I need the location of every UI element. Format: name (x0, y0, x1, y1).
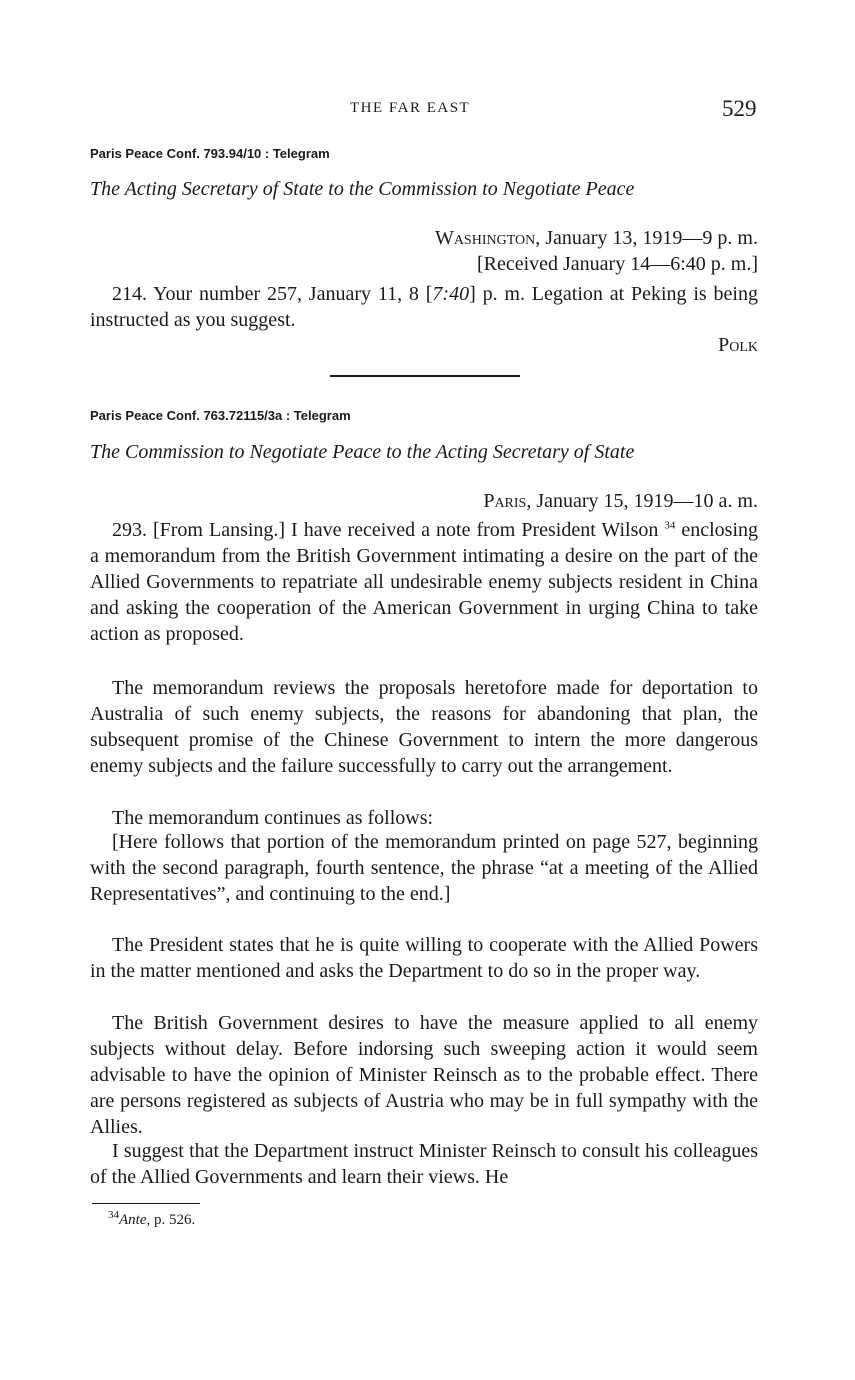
paragraph (90, 517, 758, 647)
document-reference: Paris Peace Conf. 793.94/10 : Telegram (90, 146, 330, 161)
dateline-place: Paris (483, 490, 527, 512)
body-text-continued: ] p. m. Legation at Peking is being instructed as you suggest. (90, 283, 758, 331)
telegram-body (90, 281, 758, 333)
document-heading: The Commission to Negotiate Peace to the Acting Secretary of State (90, 441, 635, 463)
section-divider (330, 375, 520, 377)
paragraph: The memorandum continues as follows: (112, 807, 434, 829)
running-header-title: THE FAR EAST (350, 100, 471, 116)
dateline-place: Washington (434, 227, 536, 249)
footnote-marker: 34 (664, 519, 676, 532)
paragraph: The President states that he is quite willing to cooperate with the Allied Powers in the matter mentioned and asks the Department to do so in the proper way. (90, 934, 758, 982)
paragraph-text: 293. [From Lansing.] I have received a note from President Wilson (112, 519, 659, 541)
paragraph-text-continued: enclosing a memorandum from the British Government intimating a desire on the part of the Allied Governments to repatriate all undesirable enemy subjects resident in China and asking the cooperation of the American Government in urging China to take action as proposed. (90, 519, 759, 645)
paragraph: The British Government desires to have the measure applied to all enemy subjects without delay. Before indorsing such sweeping action it would seem advisable to have the opinion of Minister Reinsch as to the probable effect. There are persons registered as subjects of Austria who may be in full sympathy with the Allies. (90, 1012, 758, 1138)
dateline-date: , January 13, 1919—9 p. m. (535, 227, 758, 249)
document-reference: Paris Peace Conf. 763.72115/3a : Telegram (90, 408, 351, 423)
body-time-italic: 7:40 (432, 283, 470, 305)
footnote-text: , p. 526. (146, 1212, 196, 1228)
footnote (108, 1209, 196, 1229)
received-line: [Received January 14—6:40 p. m.] (476, 253, 758, 275)
footnote-marker: 34 (108, 1209, 119, 1221)
footnote-rule (92, 1203, 200, 1204)
paragraph: [Here follows that portion of the memorandum printed on page 527, beginning with the second paragraph, fourth sentence, the phrase “at a meeting of the Allied Representatives”, and continuing to the end.] (90, 831, 758, 905)
paragraph: The memorandum reviews the proposals heretofore made for deportation to Australia of such enemy subjects, the reasons for abandoning that plan, the subsequent promise of the Chinese Government to intern the more dangerous enemy subjects and the failure successfully to carry out the arrangement. (90, 677, 758, 777)
document-heading: The Acting Secretary of State to the Commission to Negotiate Peace (90, 178, 635, 200)
paragraph: I suggest that the Department instruct Minister Reinsch to consult his colleagues of the Allied Governments and learn their views. He (90, 1140, 758, 1188)
dateline-date: , January 15, 1919—10 a. m. (526, 490, 758, 512)
dateline (483, 490, 758, 513)
body-text: 214. Your number 257, January 11, 8 [ (112, 283, 433, 305)
footnote-italic: Ante (119, 1212, 147, 1228)
dateline (435, 227, 758, 250)
page-number: 529 (722, 96, 757, 121)
signature: Polk (718, 334, 758, 356)
